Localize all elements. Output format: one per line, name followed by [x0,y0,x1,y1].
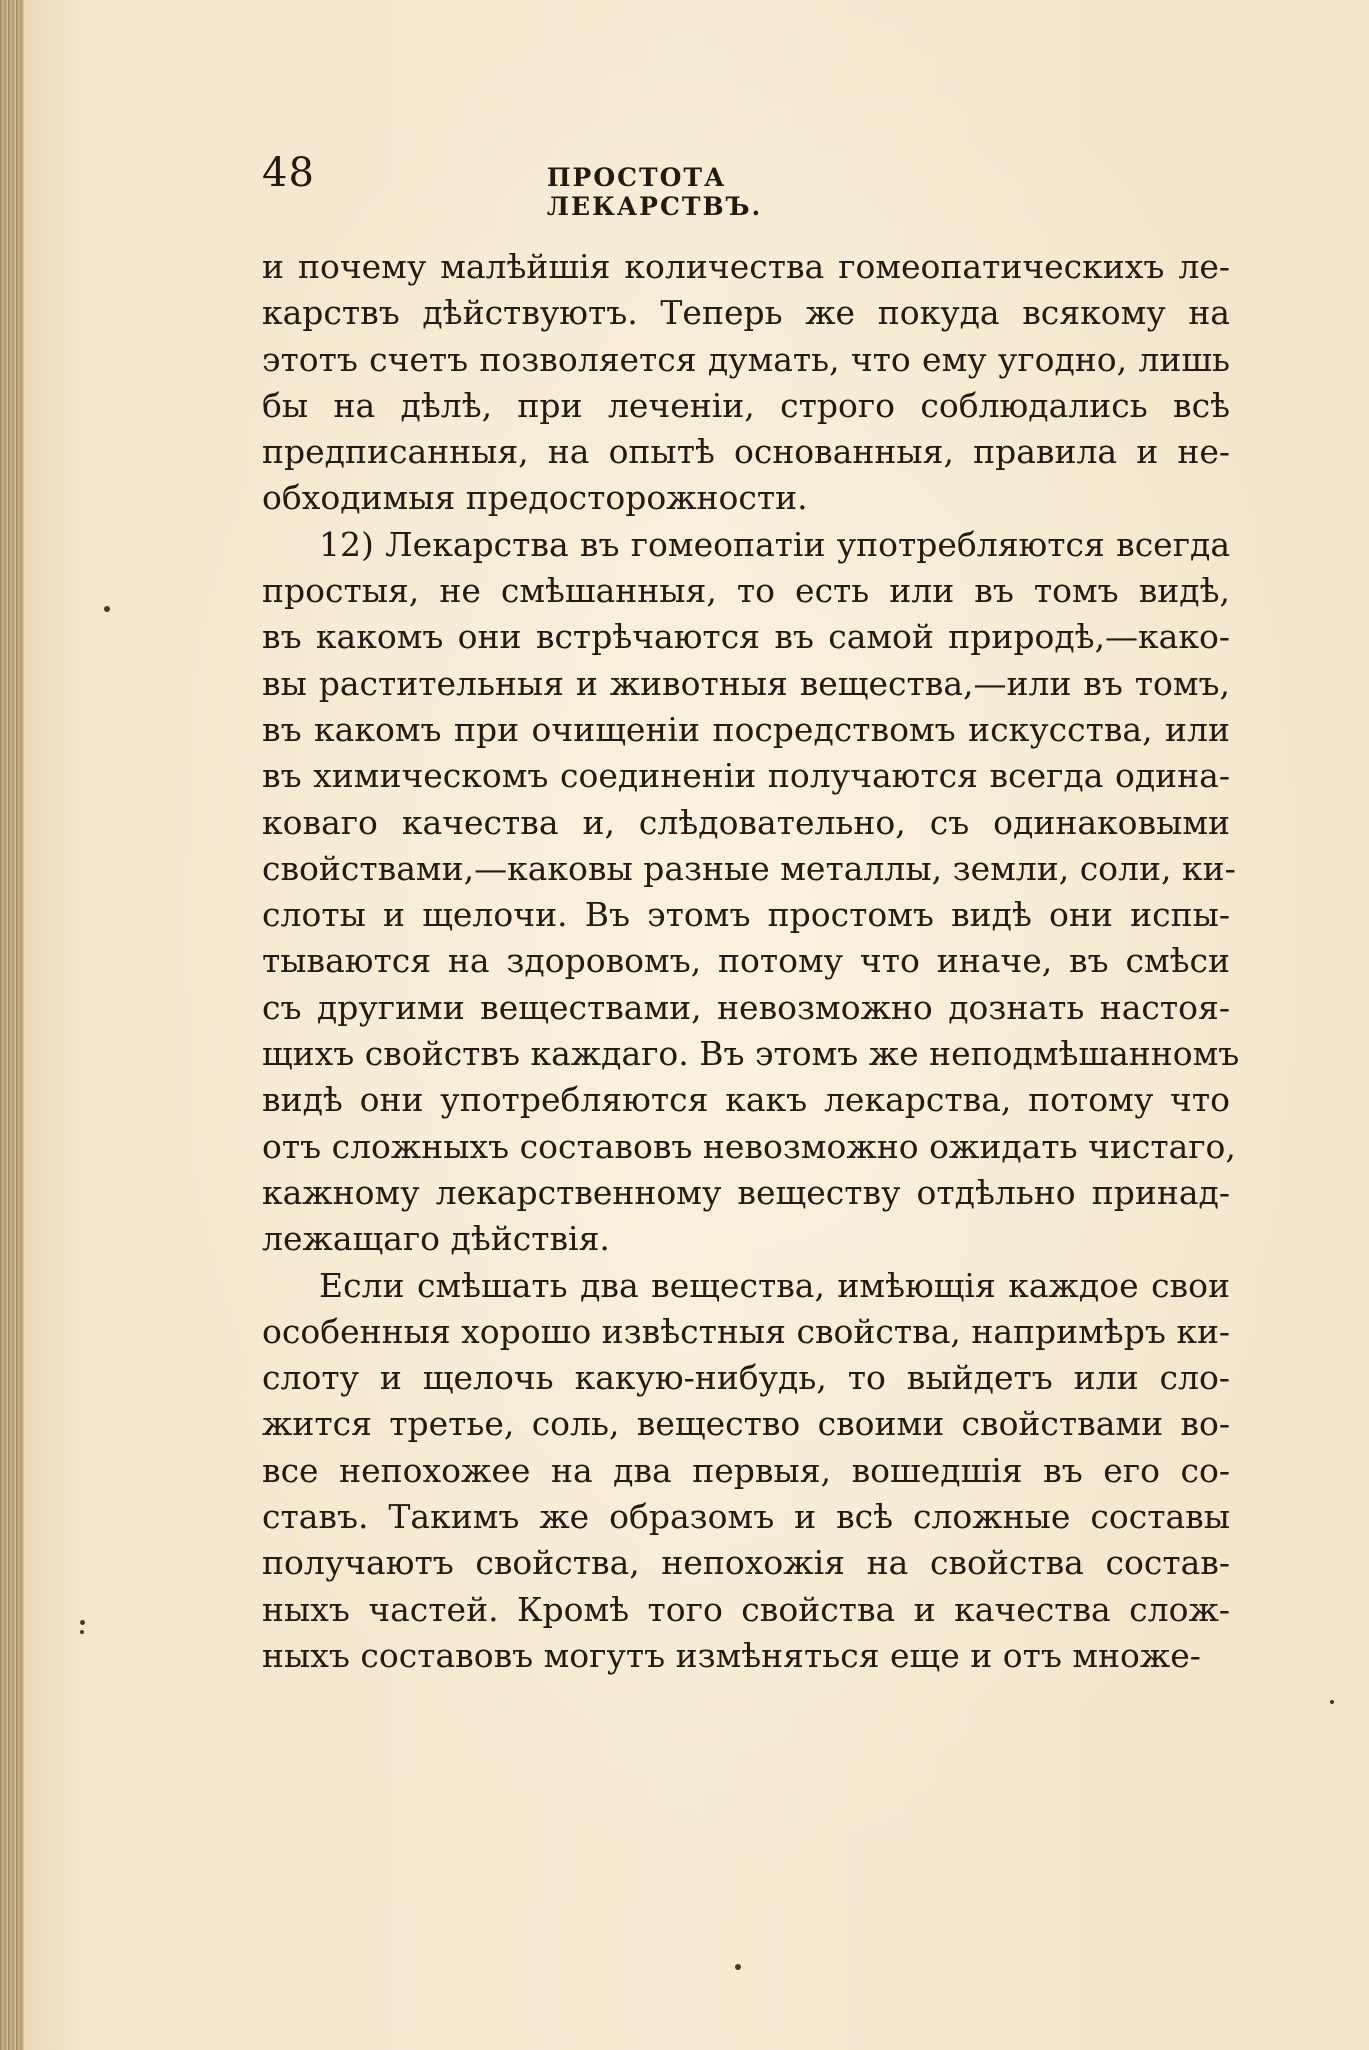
text-line: вы растительныя и животныя вещества,—или въ томъ, [262,663,1230,703]
text-line: видѣ они употребляются какъ лекарства, потому что [262,1080,1230,1120]
text-line: съ другими веществами, невозможно дознать настоя- [262,987,1230,1027]
text-line: 12) Лекарства въ гомеопатіи употребляются всегда [319,524,1230,564]
paragraph [262,1263,1230,1680]
page-binding-edge [0,0,24,2050]
text-line: ныхъ частей. Кромѣ того свойства и качества слож- [262,1589,1230,1629]
text-line: жится третье, соль, вещество своими свойствами во- [262,1404,1230,1444]
paragraph [262,244,1230,522]
paper-speck [104,606,110,612]
text-line: слоту и щелочь какую-нибудь, то выйдетъ или сло- [262,1358,1230,1398]
text-line: щихъ свойствъ каждаго. Въ этомъ же неподмѣшанномъ [262,1034,1240,1074]
text-line: особенныя хорошо извѣстныя свойства, напримѣръ ки- [262,1311,1231,1351]
text-line: лежащаго дѣйствія. [262,1219,610,1259]
running-title: ПРОСТОТА ЛЕКАРСТВЪ. [546,163,763,221]
text-line: ныхъ составовъ могутъ измѣняться еще и отъ множе- [262,1635,1201,1675]
text-line: предписанныя, на опытѣ основанныя, правила и не- [262,432,1230,472]
paragraph [262,522,1240,1263]
text-line: карствъ дѣйствуютъ. Теперь же покуда всякому на [262,293,1230,333]
text-line: въ химическомъ соединеніи получаются всегда одина- [262,756,1230,796]
text-line: слоты и щелочи. Въ этомъ простомъ видѣ они испы- [262,895,1230,935]
text-line: свойствами,—каковы разные металлы, земли, соли, ки- [262,848,1236,888]
text-line: ставъ. Такимъ же образомъ и всѣ сложные составы [262,1497,1230,1537]
text-line: кажному лекарственному веществу отдѣльно принад- [262,1172,1230,1212]
text-line: отъ сложныхъ составовъ невозможно ожидать чистаго, [262,1126,1236,1166]
paper-speck [80,1620,85,1625]
text-line: коваго качества и, слѣдовательно, съ одинаковыми [262,802,1230,842]
paper-speck [1330,1700,1334,1704]
text-line: въ какомъ они встрѣчаются въ самой природѣ,—како- [262,617,1230,657]
body-text [262,244,1240,1679]
paper-speck [735,1964,741,1970]
text-line: тываются на здоровомъ, потому что иначе, въ смѣси [262,941,1230,981]
text-line: Если смѣшать два вещества, имѣющія каждое свои [319,1265,1230,1305]
text-line: обходимыя предосторожности. [262,478,808,518]
paper-speck [80,1630,84,1634]
text-line: все непохожее на два первыя, вошедшія въ его со- [262,1450,1230,1490]
text-line: и почему малѣйшія количества гомеопатическихъ ле- [262,247,1230,286]
page-header [262,150,942,221]
text-line: бы на дѣлѣ, при леченіи, строго соблюдались всѣ [262,385,1230,425]
text-line: этотъ счетъ позволяется думать, что ему угодно, лишь [262,339,1230,379]
text-line: простыя, не смѣшанныя, то есть или въ томъ видѣ, [262,571,1230,611]
text-line: получаютъ свойства, непохожія на свойства состав- [262,1543,1230,1583]
page-number: 48 [262,150,315,196]
text-line: въ какомъ при очищеніи посредствомъ искусства, или [262,709,1230,749]
